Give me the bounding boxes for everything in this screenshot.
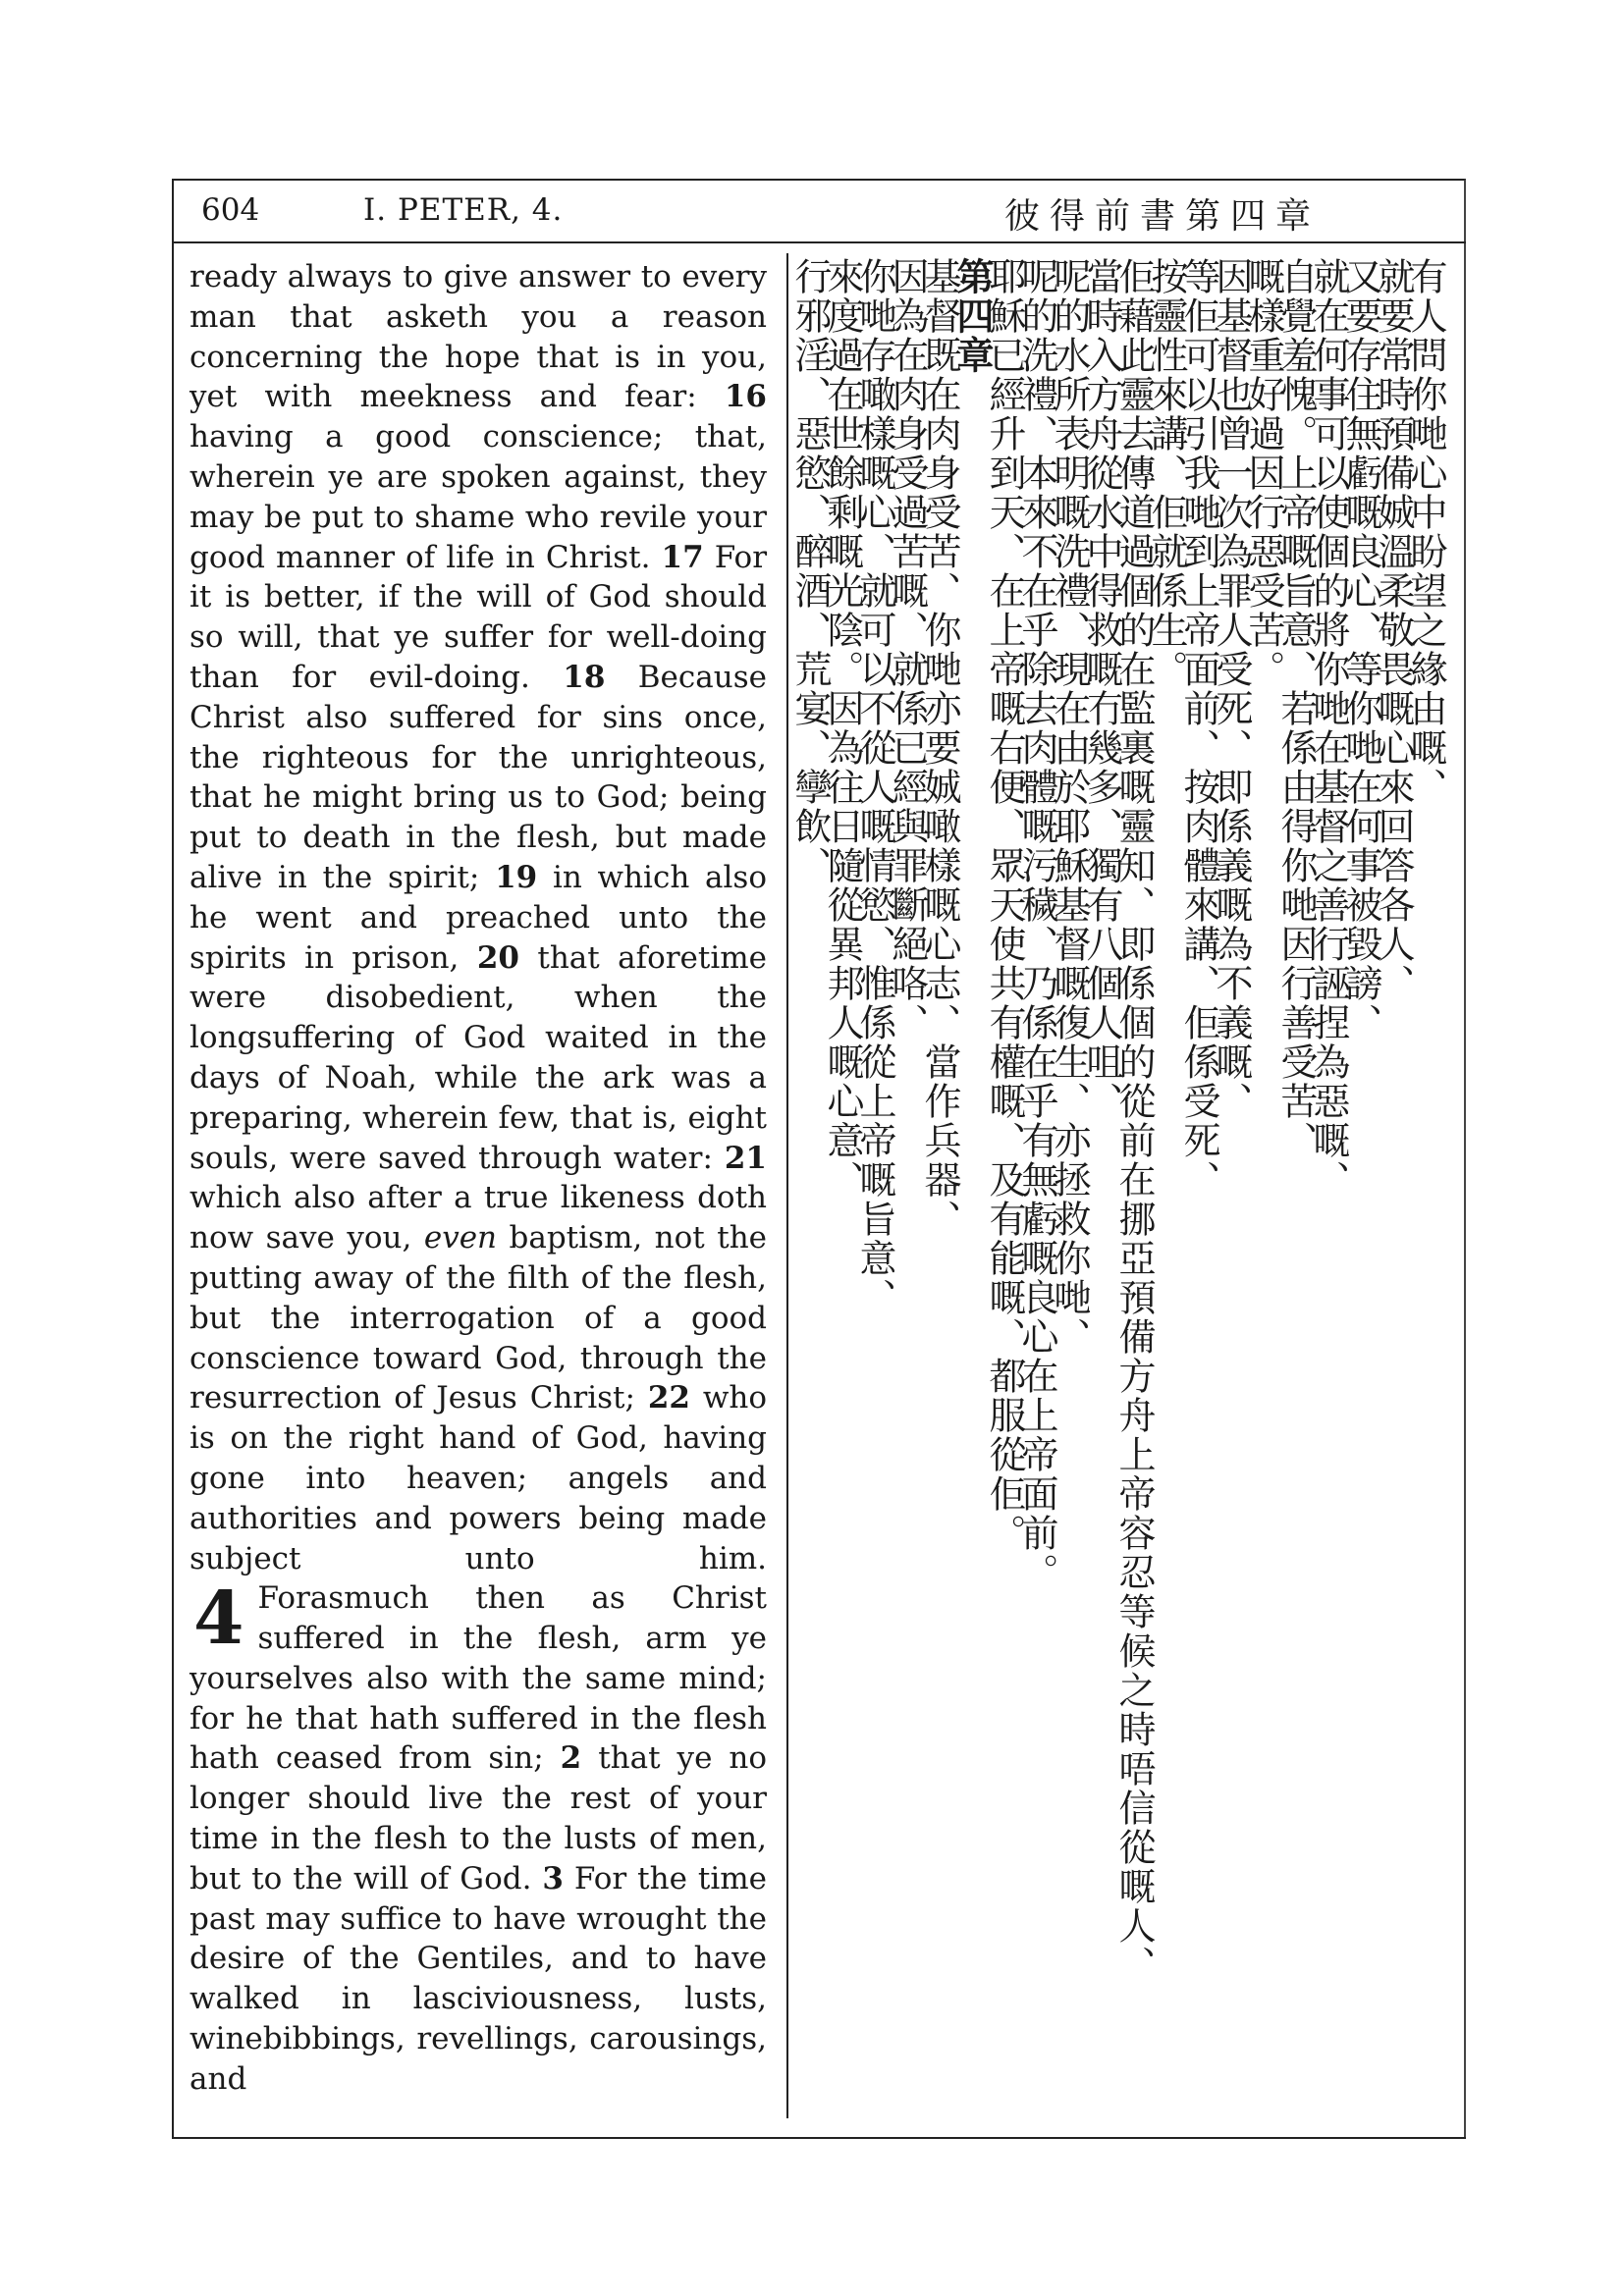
verse-15-continuation: ready always to give answer to every man that asketh you a reason concerning the hope that is in you, yet with meekness and fear: bbox=[189, 259, 767, 415]
verse-number-21: 21 bbox=[724, 1140, 767, 1176]
chinese-line: 佢藉此靈去傳道過個的在監裏嘅靈知、即係個的從前在挪亞預備方舟上帝容忍等候之時唔信從嘅人、 bbox=[1112, 257, 1156, 1985]
chinese-running-title: 彼得前書第四章 bbox=[1003, 196, 1321, 237]
chapter-4-verse-number-3: 3 bbox=[542, 1860, 564, 1896]
chinese-chapter-heading: 第四章 bbox=[950, 257, 994, 375]
chinese-text-column bbox=[788, 257, 1453, 2112]
chinese-line: 又要存住無虧嘅良心、等你哋在何事被毀謗、 bbox=[1339, 257, 1382, 1042]
page-number: 604 bbox=[201, 192, 260, 228]
chinese-line: 呢的水所表明嘅洗禮、現在由於耶穌基督嘅復生、亦拯救你哋、 bbox=[1048, 257, 1091, 1357]
chinese-line: 自覺羞愧。上帝嘅旨意、若係由得你哋因行善受苦、 bbox=[1274, 257, 1318, 1160]
verse-21-text-b: baptism, not the putting away of the filth of the flesh, but the interrogation of a good conscience toward God, through the resurrection of Jesus Christ; bbox=[189, 1220, 768, 1416]
chinese-line: 來度過在世餘剩嘅光陰。因為往日隨從異邦人嘅心意、 bbox=[821, 257, 864, 1200]
verse-number-20: 20 bbox=[476, 939, 519, 976]
running-title: I. PETER, 4. bbox=[363, 192, 564, 228]
chinese-line: 因基督也曾一次為罪人受死、即係義嘅為不義嘅、 bbox=[1210, 257, 1253, 1121]
english-text-column bbox=[189, 257, 767, 2100]
chinese-line: 嘅樣重好過因行惡受苦。 bbox=[1242, 257, 1285, 689]
chinese-line: 你哋存噉樣嘅心、就可以不從人嘅情慾、惟係從上帝嘅旨意、 bbox=[853, 257, 896, 1317]
chapter-4-verse-number-2: 2 bbox=[560, 1740, 582, 1777]
chapter-numeral: 4 bbox=[193, 1576, 244, 1662]
english-paragraph bbox=[189, 257, 767, 1578]
verse-22-text: who is on the right hand of God, having gone into heaven; angels and authorities and powers being made subject unto him. bbox=[189, 1380, 767, 1576]
verse-17-text: For it is better, if the will of God should so will, that ye suffer for well-doing than for evil-doing. bbox=[189, 539, 768, 695]
chinese-line: 就要常時預備娍溫柔敬畏嘅心來回答各人、 bbox=[1372, 257, 1415, 1003]
verse-18-text: Because Christ also suffered for sins once, the righteous for the unrighteous, that he might bring us to God; being put to death in the flesh, but made alive in the spirit; bbox=[189, 659, 767, 895]
verse-number-17: 17 bbox=[661, 539, 704, 575]
verse-21-text-a: which also after a true likeness doth now save you, bbox=[189, 1180, 767, 1256]
verse-number-19: 19 bbox=[495, 859, 538, 895]
chinese-line: 耶穌已經升到天、在上帝嘅右便、眾天使共有權嘅、及有能嘅、都服從佢。 bbox=[983, 257, 1026, 1553]
chapter-4-paragraph bbox=[189, 1578, 767, 2099]
chinese-line: 等佢可以引我哋到上帝面前、按肉體來講、佢係受死、 bbox=[1177, 257, 1220, 1200]
header-rule bbox=[172, 241, 1466, 243]
chapter-4-verse-2-text: that ye no longer should live the rest of your time in the flesh to the lusts of men, but to the will of God. bbox=[189, 1740, 768, 1896]
chapter-4-verse-1-text: Forasmuch then as Christ suffered in the flesh, arm ye yourselves also with the same mind; for he that hath suffered in the flesh hath ceased from sin; bbox=[189, 1580, 767, 1777]
chinese-line: 就在何事可以使個的將你哋在基督之善行誣捏為惡嘅、 bbox=[1307, 257, 1350, 1200]
verse-20-text: that aforetime were disobedient, when the longsuffering of God waited in the days of Noah, while the ark was a preparing, wherein few, that is, eight souls, were saved through water: bbox=[189, 939, 768, 1176]
verse-number-16: 16 bbox=[724, 379, 767, 415]
bottom-rule bbox=[172, 2137, 1466, 2139]
chinese-line: 呢的洗禮、本來不在乎除去肉體嘅污穢、乃係在乎有無虧嘅良心在上帝面前。 bbox=[1015, 257, 1058, 1592]
chinese-line: 當時入方舟從水中得救嘅冇幾多、獨有八個人咀、 bbox=[1080, 257, 1123, 1121]
chinese-line: 按靈性來講、佢就係生。 bbox=[1145, 257, 1188, 689]
verse-21-italic-word: even bbox=[423, 1220, 498, 1256]
verse-16-text: having a good conscience; that, wherein ye are spoken against, they may be put to shame who revile your good manner of life in Christ. bbox=[189, 419, 767, 575]
chinese-line: 行邪淫、惡慾、醉酒、荒宴、孿飲、 bbox=[788, 257, 832, 885]
verse-number-22: 22 bbox=[647, 1380, 690, 1416]
chinese-line: 因為在肉身受過苦嘅、就係已經與罪斷絕咯、 bbox=[886, 257, 929, 1042]
verse-number-18: 18 bbox=[563, 659, 606, 695]
verse-19-text: in which also he went and preached unto the spirits in prison, bbox=[189, 859, 767, 976]
chinese-line: 基督既在肉身受苦、你哋亦要娍噉樣嘅心志、當作兵器、 bbox=[918, 257, 961, 1239]
chinese-line: 有人問你哋心中盼望之緣由嘅、 bbox=[1404, 257, 1447, 807]
chapter-4-verse-3-text: For the time past may suffice to have wrought the desire of the Gentiles, and to have walked in lasciviousness, lusts, winebibbings, revellings, carousings, and bbox=[189, 1860, 767, 2097]
